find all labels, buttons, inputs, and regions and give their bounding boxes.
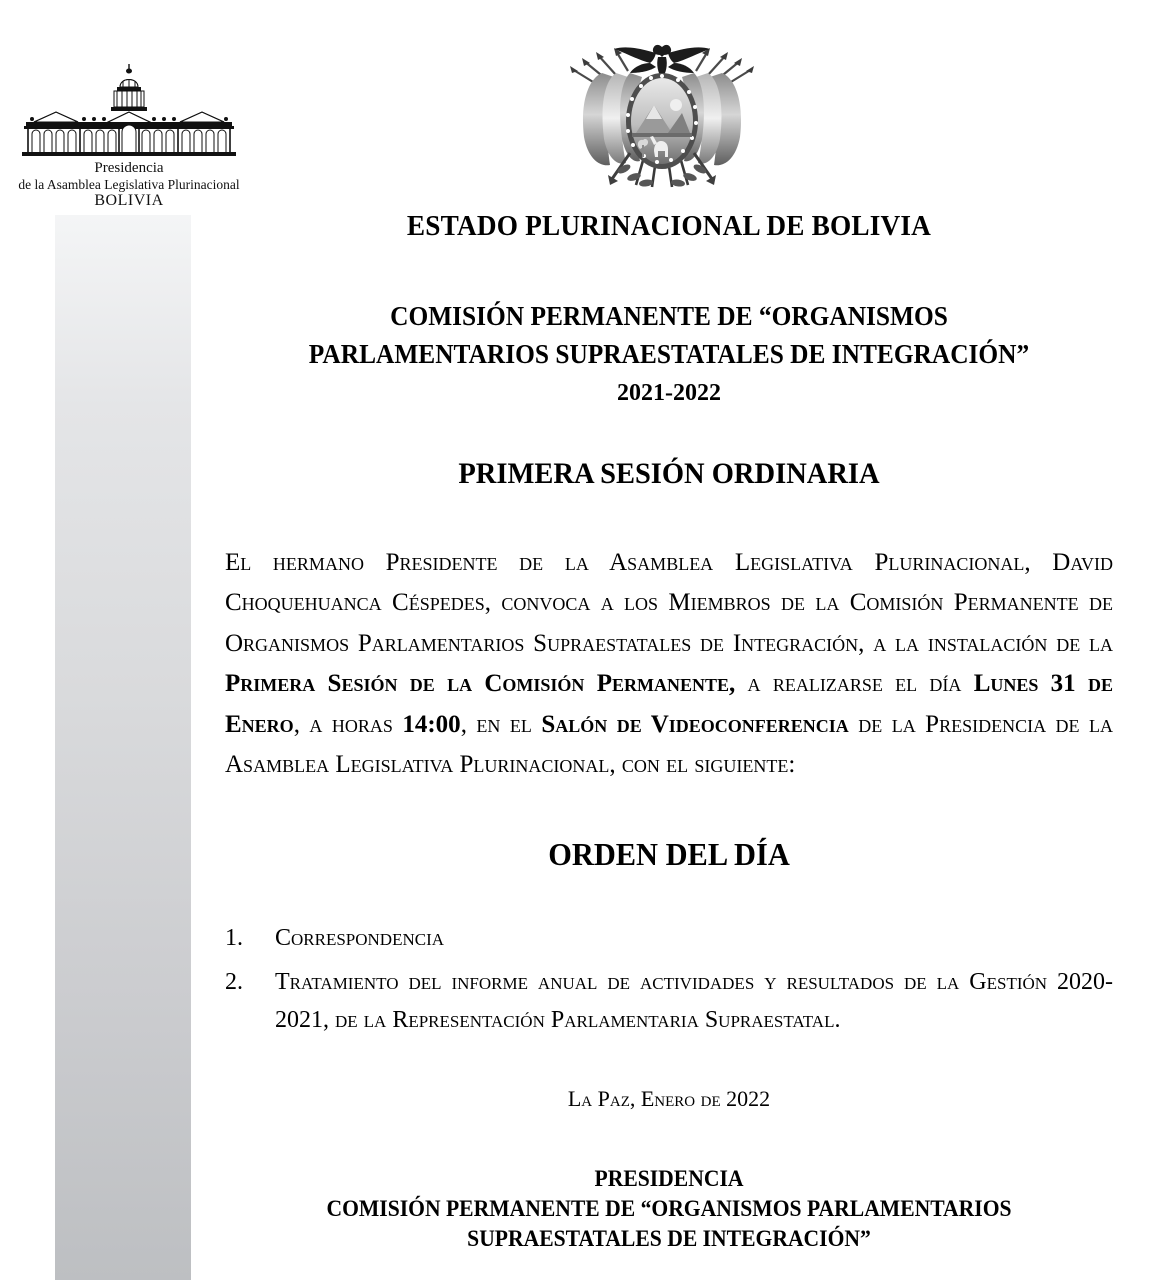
caption-line-bolivia: BOLIVIA xyxy=(94,191,164,209)
session-title: PRIMERA SESIÓN ORDINARIA xyxy=(458,456,880,490)
signature-block xyxy=(252,1164,1087,1254)
signature-line-presidencia: PRESIDENCIA xyxy=(594,1165,744,1191)
signature-line-commission-2: SUPRAESTATALES DE INTEGRACIÓN” xyxy=(467,1225,871,1251)
letterhead-caption xyxy=(12,160,246,210)
paragraph-part-4: , en el xyxy=(460,710,542,738)
left-gradient-band xyxy=(55,215,191,1280)
paragraph-part-1: El hermano Presidente de la Asamblea Legislativa Plurinacional, David Choquehuanca Céspedes, convoca a los Miembros de la Comisión Permanente de Organismos Parlamentarios Supraestatales de Integración, a la instalación de la xyxy=(225,548,1113,657)
paragraph-bold-time: 14:00 xyxy=(402,710,461,738)
paragraph-part-2: a realizarse el día xyxy=(735,670,974,698)
letterhead-palace-logo xyxy=(12,62,246,210)
state-title: ESTADO PLURINACIONAL DE BOLIVIA xyxy=(406,210,932,242)
agenda-item-number: 1. xyxy=(225,924,243,951)
paragraph-part-3: , a horas xyxy=(293,710,403,738)
document-content xyxy=(225,0,1113,1254)
paragraph-bold-venue: Salón de Videoconferencia xyxy=(541,710,849,738)
commission-years: 2021-2022 xyxy=(617,379,721,406)
paragraph-bold-session: Primera Sesión de la Comisión Permanente, xyxy=(225,670,736,698)
commission-title xyxy=(252,297,1087,374)
agenda-item-number: 2. xyxy=(225,969,243,996)
paragraph-bold-date: Lunes 31 de Enero xyxy=(225,670,1113,738)
commission-title-line-2: PARLAMENTARIOS SUPRAESTATALES DE INTEGRACIÓN” xyxy=(308,339,1030,370)
agenda-item-text: Correspondencia xyxy=(275,924,445,951)
agenda-item xyxy=(225,919,1113,957)
agenda-heading: ORDEN DEL DÍA xyxy=(548,835,790,872)
signature-line-commission-1: COMISIÓN PERMANENTE DE “ORGANISMOS PARLAMENTARIOS xyxy=(326,1195,1012,1221)
commission-title-line-1: COMISIÓN PERMANENTE DE “ORGANISMOS xyxy=(390,301,948,331)
agenda-list xyxy=(225,919,1113,1040)
place-and-date: La Paz, Enero de 2022 xyxy=(567,1085,771,1111)
caption-line-asamblea: de la Asamblea Legislativa Plurinacional xyxy=(18,176,240,192)
convocation-paragraph xyxy=(225,543,1113,786)
paragraph-part-5: de la Presidencia de la Asamblea Legislativa Plurinacional, con el siguiente: xyxy=(225,710,1114,779)
legislative-palace-building-icon xyxy=(12,62,246,158)
agenda-item xyxy=(225,963,1113,1040)
caption-line-presidencia: Presidencia xyxy=(94,160,164,176)
agenda-item-text: Tratamiento del informe anual de actividades y resultados de la Gestión 2020-2021, de la Representación Parlamentaria Supraestatal. xyxy=(275,969,1114,1034)
